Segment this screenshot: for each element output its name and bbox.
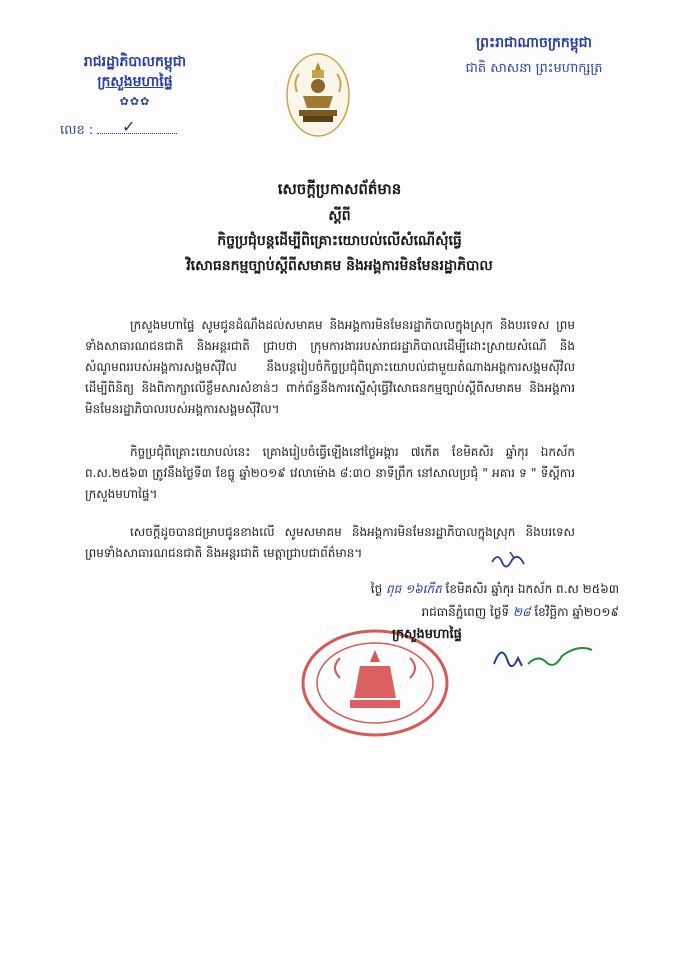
body-paragraph-1: ក្រសួងមហាផ្ទៃ សូមជូនដំណឹងដល់សមាគម និងអង្គការមិនមែនរដ្ឋាភិបាលក្នុងស្រុក និងបរទេស ព្រមទាំងសាធារណជនជាតិ និងអន្តរជាតិ ជ្រាបថា ក្រុមការងាររបស់រាជរដ្ឋាភិបាលដើម្បីដោះស្រាយសំណើ និងសំណូមពររបស់អង្គការសង្គមស៊ីវិល នឹងបន្តរៀបចំកិច្ចប្រជុំពិគ្រោះយោបល់ជាមួយតំណាងអង្គការសង្គមស៊ីវិល ដើម្បីពិនិត្យ និងពិភាក្សាលើខ្លឹមសារសំខាន់ៗ ពាក់ព័ន្ធនឹងការស្នើសុំធ្វើវិសោធនកម្មច្បាប់ស្តីពីសមាគម និងអង្គការមិនមែនរដ្ឋាភិបាលរបស់អង្គការសង្គមស៊ីវិល។ bbox=[85, 318, 575, 416]
lunar-date-suffix: ខែមិគសិរ ឆ្នាំកុរ ឯកស័ក ព.ស ២៥៦៣ bbox=[445, 582, 619, 596]
checkmark-icon: ✓ bbox=[122, 117, 136, 136]
ministry-name: ក្រសួងមហាផ្ទៃ bbox=[97, 74, 173, 90]
solar-date-prefix: រាជធានីភ្នំពេញ ថ្ងៃទី bbox=[421, 605, 510, 619]
document-title: សេចក្តីប្រកាសព័ត៌មាន bbox=[277, 180, 402, 198]
initials-mark bbox=[490, 548, 530, 572]
kingdom-name: ព្រះរាជាណាចក្រកម្ពុជា bbox=[475, 35, 592, 51]
signatory-ministry: ក្រសួងមហាផ្ទៃ bbox=[392, 627, 462, 642]
title-subject-line2: វិសោធនកម្មច្បាប់ស្តីពីសមាគម និងអង្គការមិនមែនរដ្ឋាភិបាល bbox=[186, 258, 493, 274]
solar-date-line bbox=[421, 604, 619, 622]
number-dotted-line bbox=[97, 121, 177, 134]
royal-emblem-icon bbox=[285, 52, 351, 138]
solar-date-suffix: ខែវិច្ឆិកា ឆ្នាំ២០១៩ bbox=[534, 605, 619, 619]
solar-date-handwritten: ២៨ bbox=[512, 605, 531, 619]
title-subject-line1: កិច្ចប្រជុំបន្តដើម្បីពិគ្រោះយោបល់លើសំណើសុំធ្វើ bbox=[217, 233, 462, 249]
body-paragraph-2: កិច្ចប្រជុំពិគ្រោះយោបល់នេះ គ្រោងរៀបចំធ្វើឡើងនៅថ្ងៃអង្គារ ៧កើត ខែមិគសិរ ឆ្នាំកុរ ឯកស័ក ព.ស.២៥៦៣ ត្រូវនឹងថ្ងៃទី៣ ខែធ្នូ ឆ្នាំ២០១៩ វេលាម៉ោង ៨:៣០ នាទីព្រឹក នៅសាលប្រជុំ " អគារ ទ " ទីស្តីការក្រសួងមហាផ្ទៃ។ bbox=[85, 445, 575, 501]
signature-mark bbox=[488, 636, 598, 676]
header-left bbox=[40, 52, 230, 112]
national-motto: ជាតិ សាសនា ព្រះមហាក្សត្រ bbox=[465, 61, 603, 76]
reference-number bbox=[60, 117, 177, 141]
title-about: ស្តីពី bbox=[328, 208, 351, 224]
lunar-date-handwritten: ពុធ ១៦កើត bbox=[386, 582, 442, 596]
header-ornament: ✿✿✿ bbox=[119, 95, 151, 108]
number-label: លេខ : bbox=[60, 123, 94, 138]
government-name: រាជរដ្ឋាភិបាលកម្ពុជា bbox=[83, 54, 187, 70]
header-right bbox=[429, 30, 639, 82]
body-paragraph-3: សេចក្តីដូចបានជម្រាបជូនខាងលើ សូមសមាគម និងអង្គការមិនមែនរដ្ឋាភិបាលក្នុងស្រុក និងបរទេស ព្រមទាំងសាធារណជនជាតិ និងអន្តរជាតិ មេត្តាជ្រាបជាព័ត៌មាន។ bbox=[85, 525, 575, 560]
lunar-date-line bbox=[371, 581, 619, 599]
lunar-date-prefix: ថ្ងៃ bbox=[370, 582, 383, 596]
